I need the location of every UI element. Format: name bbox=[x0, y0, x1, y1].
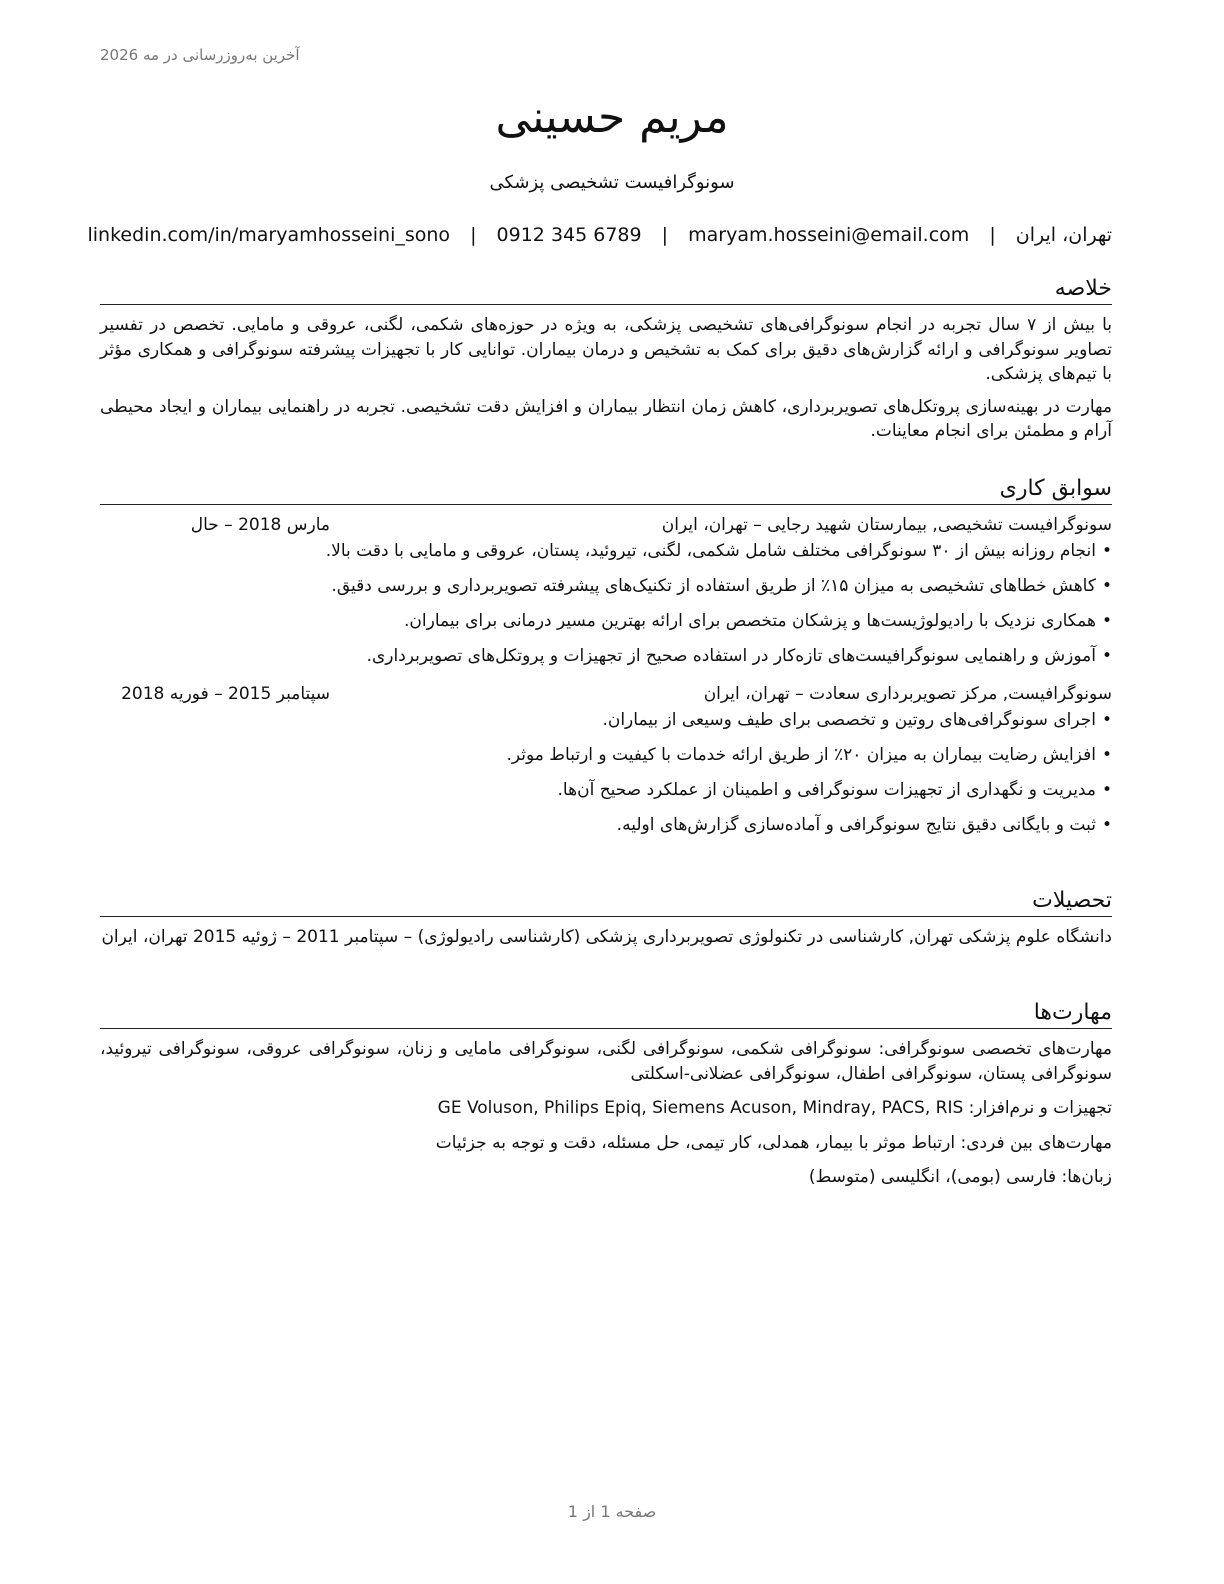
education-entry: دانشگاه علوم پزشکی تهران, کارشناسی در تکنولوژی تصویربرداری پزشکی (کارشناسی رادیولوژی) – سپتامبر 2011 – ژوئیه 2015 تهران، ایران bbox=[101, 927, 1112, 947]
summary-section bbox=[100, 276, 1112, 444]
list-item: •ثبت و بایگانی دقیق نتایج سونوگرافی و آماده‌سازی گزارش‌های اولیه. bbox=[616, 815, 1112, 835]
contact-location: تهران، ایران bbox=[1015, 224, 1112, 246]
skill-line: مهارت‌های بین فردی: ارتباط موثر با بیمار، همدلی، کار تیمی، حل مسئله، دقت و توجه به جزئیات bbox=[435, 1132, 1112, 1153]
list-item: •اجرای سونوگرافی‌های روتین و تخصصی برای طیف وسیعی از بیماران. bbox=[602, 710, 1112, 730]
job-header bbox=[100, 682, 1112, 706]
last-updated-note: آخرین به‌روزرسانی در مه 2026 bbox=[100, 46, 300, 64]
job-position: سونوگرافیست تشخیصی, بیمارستان شهید رجایی – تهران، ایران bbox=[661, 515, 1112, 535]
skill-line: مهارت‌های تخصصی سونوگرافی: سونوگرافی شکمی، سونوگرافی لگنی، سونوگرافی مامایی و زنان، سونوگرافی عروقی، سونوگرافی تیروئید، سونوگرافی پستان، سونوگرافی اطفال، سونوگرافی عضلانی-اسکلتی bbox=[100, 1039, 1112, 1084]
skill-line: زبان‌ها: فارسی (بومی)، انگلیسی (متوسط) bbox=[808, 1167, 1112, 1187]
experience-heading: سوابق کاری bbox=[100, 476, 1112, 505]
skills-heading: مهارت‌ها bbox=[100, 1000, 1112, 1029]
candidate-title: سونوگرافیست تشخیصی پزشکی bbox=[489, 172, 735, 193]
job-entry bbox=[100, 682, 1112, 837]
skill-line: تجهیزات و نرم‌افزار: GE Voluson, Philips Epiq, Siemens Acuson, Mindray, PACS, RIS bbox=[437, 1098, 1112, 1118]
summary-heading: خلاصه bbox=[100, 276, 1112, 305]
job-position: سونوگرافیست, مرکز تصویربرداری سعادت – تهران، ایران bbox=[703, 684, 1112, 704]
education-heading: تحصیلات bbox=[100, 888, 1112, 917]
skills-section bbox=[100, 1000, 1112, 1190]
list-item: •آموزش و راهنمایی سونوگرافیست‌های تازه‌کار در استفاده صحیح از تجهیزات و پروتکل‌های تصویربرداری. bbox=[366, 646, 1112, 666]
education-section bbox=[100, 888, 1112, 950]
summary-paragraph: مهارت در بهینه‌سازی پروتکل‌های تصویربرداری، کاهش زمان انتظار بیماران و افزایش دقت تشخیصی. تجربه در راهنمایی بیماران و ایجاد محیطی آرام و مطمئن برای انجام معاینات. bbox=[100, 396, 1112, 441]
job-bullets bbox=[100, 539, 1112, 668]
contact-line bbox=[87, 224, 1112, 246]
contact-separator: | bbox=[470, 224, 477, 246]
contact-phone[interactable]: 0912 345 6789 bbox=[496, 224, 642, 246]
contact-linkedin[interactable]: linkedin.com/in/maryamhosseini_sono bbox=[87, 224, 451, 246]
list-item: •کاهش خطاهای تشخیصی به میزان ۱۵٪ از طریق استفاده از تکنیک‌های پیشرفته تصویربرداری و بررسی دقیق. bbox=[331, 576, 1112, 596]
contact-email[interactable]: maryam.hosseini@email.com bbox=[688, 224, 970, 246]
job-entry bbox=[100, 513, 1112, 668]
page-number: صفحه 1 از 1 bbox=[567, 1502, 657, 1521]
list-item: •مدیریت و نگهداری از تجهیزات سونوگرافی و اطمینان از عملکرد صحیح آن‌ها. bbox=[557, 780, 1112, 800]
job-dates: سپتامبر 2015 – فوریه 2018 bbox=[121, 684, 330, 704]
job-bullets bbox=[100, 708, 1112, 837]
list-item: •انجام روزانه بیش از ۳۰ سونوگرافی مختلف شامل شکمی، لگنی، تیروئید، پستان، عروقی و مامایی با دقت بالا. bbox=[325, 541, 1112, 561]
experience-section bbox=[100, 476, 1112, 837]
contact-separator: | bbox=[989, 224, 996, 246]
contact-separator: | bbox=[661, 224, 669, 246]
job-dates: مارس 2018 – حال bbox=[190, 515, 330, 535]
job-header bbox=[100, 513, 1112, 537]
summary-paragraph: با بیش از ۷ سال تجربه در انجام سونوگرافی‌های تشخیصی پزشکی، به ویژه در حوزه‌های شکمی، لگنی، عروقی و مامایی. تخصص در تفسیر تصاویر سونوگرافی و ارائه گزارش‌های دقیق برای کمک به تشخیص و درمان بیماران. توانایی کار با تجهیزات پیشرفته سونوگرافی و همکاری مؤثر با تیم‌های پزشکی. bbox=[100, 315, 1112, 384]
candidate-name: مریم حسینی bbox=[495, 92, 729, 143]
list-item: •همکاری نزدیک با رادیولوژیست‌ها و پزشکان متخصص برای ارائه بهترین مسیر درمانی برای بیماران. bbox=[404, 611, 1112, 631]
list-item: •افزایش رضایت بیماران به میزان ۲۰٪ از طریق ارائه خدمات با کیفیت و ارتباط موثر. bbox=[506, 745, 1112, 765]
